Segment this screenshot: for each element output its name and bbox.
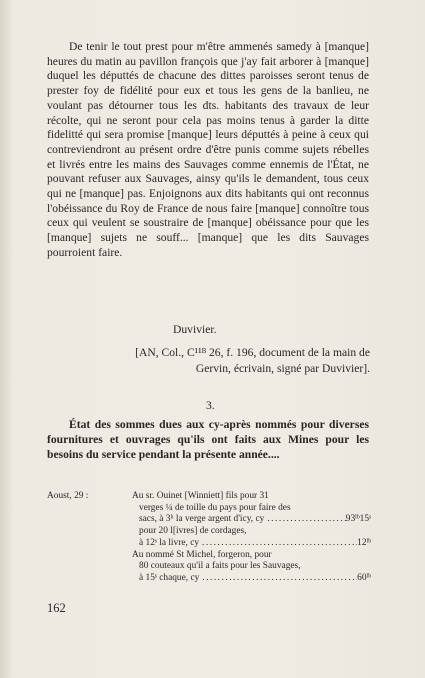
ledger-line-text: à 15ˢ chaque, cy	[139, 572, 200, 583]
ledger-amount: 93ˡᵇ15ˢ	[345, 514, 371, 525]
signature: Duvivier.	[173, 323, 217, 336]
ledger-line: verges ¼ de toille du pays pour faire des	[139, 502, 291, 513]
section-number: 3.	[206, 399, 215, 412]
archival-reference	[88, 345, 370, 377]
ledger-line: Au nommé St Michel, forgeron, pour	[132, 549, 272, 560]
leader-dots	[264, 514, 345, 526]
reference-line: [AN, Col., C¹¹ᴮ 26, f. 196, document de la main de	[135, 346, 370, 359]
ledger-line: 80 couteaux qu'il a faits pour les Sauvages,	[139, 561, 301, 572]
ledger-line	[132, 514, 371, 526]
section-heading: État des sommes dues aux cy-après nommés pour diverses fournitures et ouvrages qu'ils ont faits aux Mines pour les besoins du service pendant la présente année....	[47, 418, 369, 461]
ledger-line	[132, 538, 371, 550]
page-number: 162	[47, 601, 66, 615]
ledger-line	[132, 573, 371, 585]
ledger-line-text: sacs, à 3ʰ la verge argent d'icy, cy	[139, 514, 265, 525]
leader-dots	[199, 538, 357, 550]
ledger-line-text: à 12ˢ la livre, cy	[139, 537, 200, 548]
ledger-entries	[132, 491, 371, 585]
reference-line: Gervin, écrivain, signé par Duvivier].	[195, 362, 370, 375]
leader-dots	[199, 573, 357, 585]
ledger-date: Aoust, 29 :	[47, 491, 89, 501]
ledger-amount: 60ˡᵇ	[357, 572, 371, 583]
ledger-line: Au sr. Ouinet [Winniett] fils pour 31	[132, 491, 269, 501]
ledger-line: pour 20 l[ivres] de cordages,	[139, 526, 247, 537]
body-paragraph: De tenir le tout prest pour m'être ammenés samedy à [manque] heures du matin au pavillon françois que j'ay fait arborer à [manque] duquel les députtés de chacune des dittes paroisses seront tenus de prester foy de fidélité pour eux et tous les gens de la banlieu, ne voulant pas détourner tous les dts. habitants des travaux de leur récolte, qui ne seront pour cela pas moins tenus à garder la ditte fidelitté qui sera promise [manque] leurs députtés à peine à ceux qui contreviendront au présent ordre d'être punis comme sujets rébelles et livrés entre les mains des Sauvages comme ennemis de l'État, ne pouvant refuser aux Sauvages, ainsy qu'ils le demandent, tous ceux qui ne [manque] pas. Enjoignons aux dits habitants qui ont reconnus l'obéissance du Roy de France de nous faire [manque] connoître tous ceux qui veulent se soustraire de [manque] obéissance pour que les [manque] sujets ne souff... [manque] que les dits Sauvages pourroient faire.	[47, 40, 369, 259]
ledger-amount: 12ˡᵇ	[357, 537, 371, 548]
